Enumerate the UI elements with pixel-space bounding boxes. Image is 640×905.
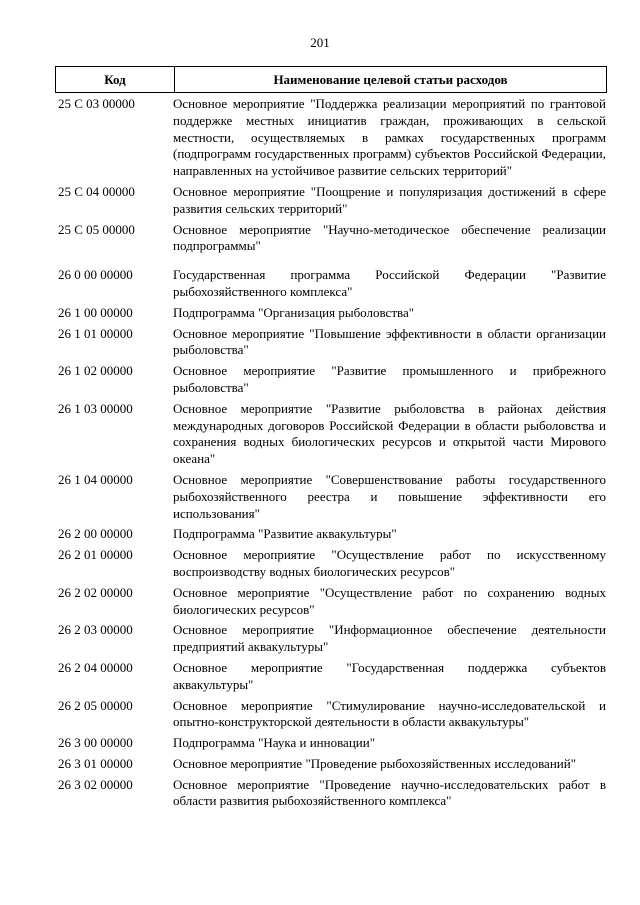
table-row (58, 735, 606, 752)
row-name: Основное мероприятие "Научно-методическое обеспечение реализации подпрограммы" (173, 221, 606, 254)
row-code: 26 1 04 00000 (58, 471, 133, 487)
table-body (58, 96, 606, 814)
row-code: 25 С 05 00000 (58, 221, 135, 237)
row-name: Основное мероприятие "Проведение рыбохозяйственных исследований" (173, 755, 577, 771)
table-row (58, 472, 606, 522)
row-code: 26 1 02 00000 (58, 363, 133, 379)
row-code: 26 1 03 00000 (58, 400, 133, 416)
table-row (58, 526, 606, 543)
header-code: Код (56, 67, 175, 92)
row-name: Основное мероприятие "Повышение эффективности в области организации рыболовства" (173, 325, 606, 358)
row-name: Подпрограмма "Организация рыболовства" (173, 304, 415, 320)
row-name: Основное мероприятие "Осуществление работ по сохранению водных биологических ресурсов" (173, 584, 606, 617)
row-code: 26 1 00 00000 (58, 304, 133, 320)
table-header (55, 66, 607, 93)
table-row (58, 326, 606, 360)
table-row (58, 305, 606, 322)
row-name: Основное мероприятие "Совершенствование работы государственного рыбохозяйственного реестра и повышение эффективности его использования" (173, 471, 606, 521)
row-code: 25 С 04 00000 (58, 183, 135, 199)
table-row (58, 585, 606, 619)
row-name: Основное мероприятие "Государственная поддержка субъектов аквакультуры" (173, 659, 606, 692)
table-row (58, 184, 606, 218)
row-code: 26 0 00 00000 (58, 267, 133, 283)
table-row (58, 267, 606, 301)
row-code: 26 3 00 00000 (58, 735, 133, 751)
table-row (58, 222, 606, 256)
row-name: Основное мероприятие "Осуществление работ по искусственному воспроизводству водных биологических ресурсов" (173, 547, 606, 579)
row-code: 26 2 04 00000 (58, 659, 133, 675)
row-name: Подпрограмма "Развитие аквакультуры" (173, 526, 397, 542)
row-code: 26 2 03 00000 (58, 622, 133, 638)
row-code: 26 2 02 00000 (58, 584, 133, 600)
row-code: 26 1 01 00000 (58, 325, 133, 341)
row-code: 26 3 01 00000 (58, 755, 133, 771)
row-name: Основное мероприятие "Стимулирование научно-исследовательской и опытно-конструкторской деятельности в области аквакультуры" (173, 697, 606, 730)
row-name: Основное мероприятие "Развитие промышленного и прибрежного рыболовства" (173, 363, 606, 395)
row-name: Основное мероприятие "Информационное обеспечение деятельности предприятий аквакультуры" (173, 622, 606, 655)
row-code: 25 С 03 00000 (58, 96, 135, 111)
row-name: Основное мероприятие "Поддержка реализации мероприятий по грантовой поддержке местных инициатив граждан, проживающих в сельской местности, осуществляемых в рамках государственных программ (подпрограмм государственных программ) субъектов Российской Федерации, направленных на устойчивое развитие сельских территорий" (173, 96, 606, 179)
table-row (58, 698, 606, 732)
page-number: 201 (310, 35, 330, 50)
header-name: Наименование целевой статьи расходов (273, 71, 508, 87)
row-name: Подпрограмма "Наука и инновации" (173, 735, 376, 751)
table-row (58, 622, 606, 656)
row-name: Государственная программа Российской Федерации "Развитие рыбохозяйственного комплекса" (173, 267, 606, 299)
table-row (58, 777, 606, 811)
row-name: Основное мероприятие "Проведение научно-исследовательских работ в области развития рыбохозяйственного комплекса" (173, 776, 606, 809)
row-name: Основное мероприятие "Развитие рыболовства в районах действия международных договоров Российской Федерации в области рыболовства и сохранения водных биологических ресурсов и открытой части Мирового океана" (173, 400, 606, 467)
table-row (58, 660, 606, 694)
row-code: 26 2 01 00000 (58, 547, 133, 563)
table-row (58, 547, 606, 581)
row-code: 26 3 02 00000 (58, 776, 133, 792)
row-name: Основное мероприятие "Поощрение и популяризация достижений в сфере развития сельских территорий" (173, 183, 606, 216)
table-row (58, 756, 606, 773)
row-code: 26 2 05 00000 (58, 697, 133, 713)
table-row (58, 96, 606, 180)
row-code: 26 2 00 00000 (58, 526, 133, 542)
table-row (58, 401, 606, 468)
table-row (58, 363, 606, 397)
